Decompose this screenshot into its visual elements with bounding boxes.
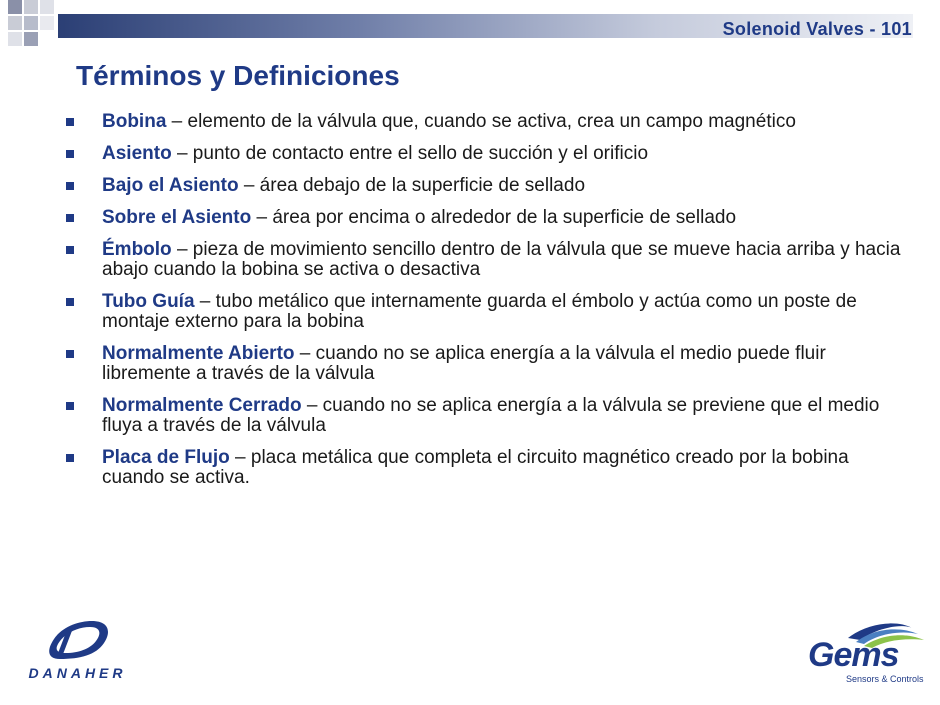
definition-text: – tubo metálico que internamente guarda el émbolo y actúa como un poste de montaje externo para la bobina [102,291,857,332]
definition-term: Bobina [102,111,167,132]
series-title: Solenoid Valves - 101 [722,19,912,39]
definition-term: Placa de Flujo [102,447,230,468]
definition-item [66,344,916,384]
definition-term: Émbolo [102,239,172,260]
danaher-logo [20,615,135,685]
definition-text: – área por encima o alrededor de la superficie de sellado [251,207,737,228]
definitions-list [66,112,916,500]
danaher-d-icon [20,615,135,665]
bullet-square-icon [66,402,74,410]
definition-item [66,144,916,164]
definition-term: Normalmente Cerrado [102,395,302,416]
definition-term: Tubo Guía [102,291,195,312]
definition-item [66,240,916,280]
definition-term: Bajo el Asiento [102,175,239,196]
definition-text: – cuando no se aplica energía a la válvula se previene que el medio fluya a través de la válvula [102,395,880,436]
definition-item [66,396,916,436]
definition-item [66,208,916,228]
slide-title: Términos y Definiciones [76,60,400,91]
gems-logo [808,620,930,690]
definition-item [66,176,916,196]
definition-term: Sobre el Asiento [102,207,252,228]
definition-text: – pieza de movimiento sencillo dentro de la válvula que se mueve hacia arriba y hacia abajo cuando la bobina se activa o desactiva [102,239,901,280]
bullet-square-icon [66,454,74,462]
bullet-square-icon [66,118,74,126]
definition-text: – elemento de la válvula que, cuando se activa, crea un campo magnético [166,111,796,132]
definition-text: – área debajo de la superficie de sellado [238,175,586,196]
definition-text: – placa metálica que completa el circuito magnético creado por la bobina cuando se activa. [102,447,849,488]
definition-item [66,292,916,332]
gems-tagline: Sensors & Controls [846,674,924,684]
bullet-square-icon [66,182,74,190]
bullet-square-icon [66,246,74,254]
bullet-square-icon [66,150,74,158]
bullet-square-icon [66,350,74,358]
danaher-wordmark: DANAHER [28,665,127,681]
definition-text: – cuando no se aplica energía a la válvula el medio puede fluir libremente a través de la válvula [102,343,826,384]
definition-item [66,112,916,132]
definition-item [66,448,916,488]
definition-term: Asiento [102,143,172,164]
bullet-square-icon [66,214,74,222]
bullet-square-icon [66,298,74,306]
definition-text: – punto de contacto entre el sello de succión y el orificio [171,143,649,164]
gems-wordmark: Gems [808,636,899,674]
definition-term: Normalmente Abierto [102,343,295,364]
